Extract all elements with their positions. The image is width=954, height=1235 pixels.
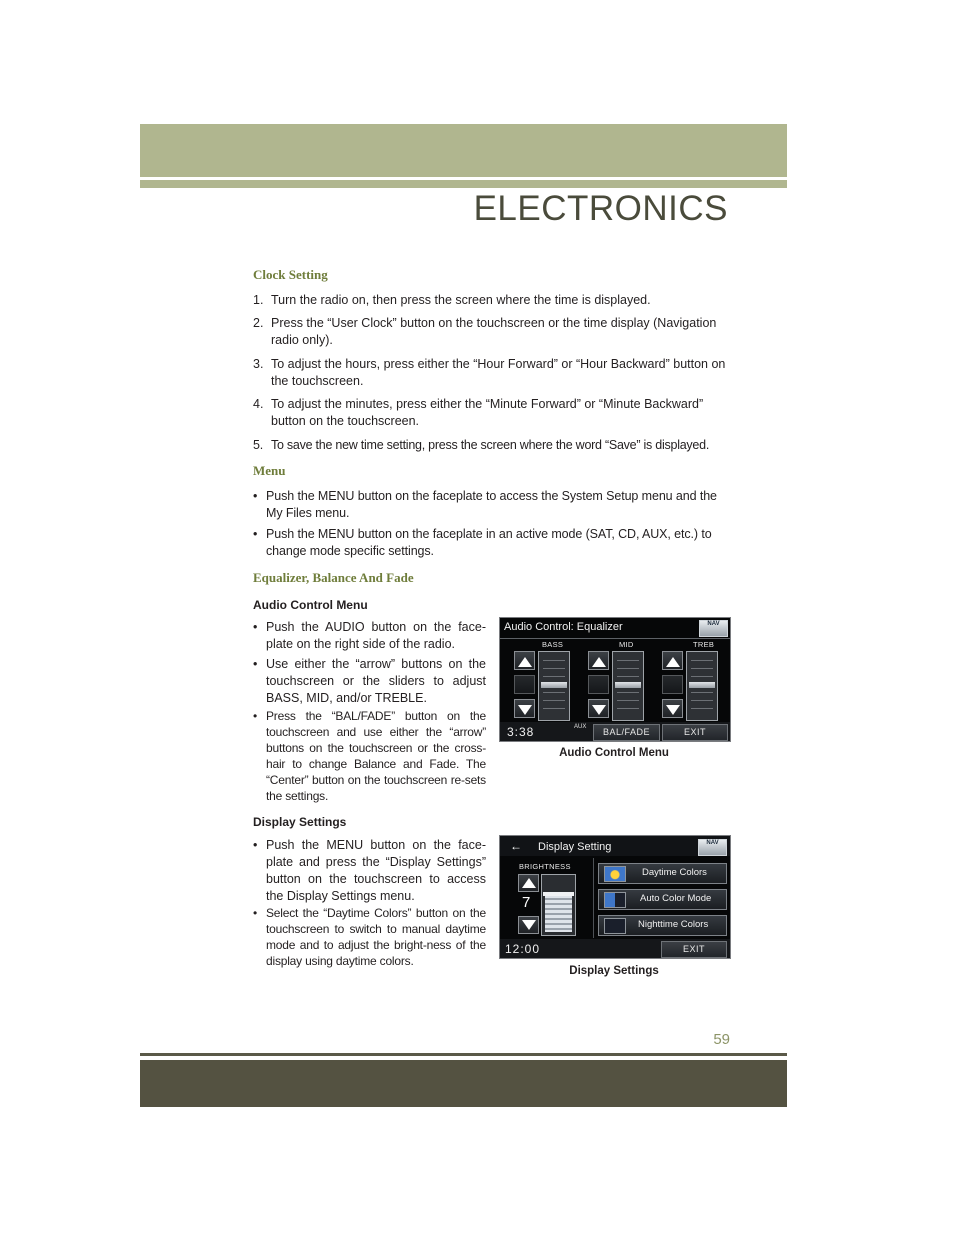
nighttime-colors-button[interactable] (598, 915, 727, 936)
bass-up-button[interactable] (514, 651, 535, 670)
audio-nav-button[interactable] (699, 620, 728, 637)
page-number: 59 (713, 1031, 730, 1048)
audio-source-label: AUX (574, 724, 587, 730)
brightness-slider[interactable] (541, 874, 576, 936)
mid-label: MID (619, 640, 634, 649)
mid-down-button[interactable] (588, 699, 609, 718)
clock-setting-heading: Clock Setting (253, 267, 328, 282)
header-band (140, 124, 787, 177)
equalizer-heading: Equalizer, Balance And Fade (253, 570, 414, 585)
brightness-up-button[interactable] (518, 874, 539, 892)
nav-label: NAV (706, 840, 719, 846)
audio-control-caption: Audio Control Menu (559, 747, 669, 759)
display-settings-subheading: Display Settings (253, 815, 347, 829)
header-rule (140, 180, 787, 188)
bass-slider-knob[interactable] (541, 682, 567, 688)
daytime-colors-button[interactable] (598, 863, 727, 884)
back-arrow-icon[interactable]: ← (510, 839, 522, 853)
up-arrow-icon (518, 657, 532, 667)
up-arrow-icon (592, 657, 606, 667)
audio-exit-button[interactable]: EXIT (662, 724, 728, 741)
auto-color-mode-button[interactable] (598, 889, 727, 910)
bass-label: BASS (542, 640, 564, 649)
auto-color-mode-label: Auto Color Mode (640, 893, 712, 904)
display-settings-caption: Display Settings (569, 965, 659, 977)
brightness-label: BRIGHTNESS (519, 862, 571, 871)
treb-label: TREB (693, 640, 715, 649)
down-arrow-icon (592, 705, 606, 715)
nav-label: NAV (707, 621, 720, 627)
panel-divider (593, 858, 594, 938)
auto-mode-icon (604, 892, 626, 908)
bass-slider[interactable] (538, 651, 570, 721)
display-exit-button[interactable]: EXIT (661, 941, 727, 958)
display-setting-screen (499, 835, 731, 959)
brightness-value: 7 (522, 894, 531, 911)
up-arrow-icon (522, 878, 536, 888)
brightness-slider-fill (545, 895, 572, 932)
menu-heading: Menu (253, 463, 286, 478)
audio-control-subheading: Audio Control Menu (253, 598, 368, 612)
treb-down-button[interactable] (662, 699, 683, 718)
down-arrow-icon (522, 920, 536, 930)
down-arrow-icon (666, 705, 680, 715)
sun-icon (604, 866, 626, 882)
brightness-down-button[interactable] (518, 916, 539, 934)
footer-band (140, 1060, 787, 1107)
up-arrow-icon (666, 657, 680, 667)
chapter-title: ELECTRONICS (473, 189, 728, 228)
bass-down-button[interactable] (514, 699, 535, 718)
audio-screen-title: Audio Control: Equalizer (504, 621, 623, 633)
balfade-button[interactable]: BAL/FADE (593, 724, 660, 741)
title-divider (500, 638, 730, 639)
mid-slider[interactable] (612, 651, 644, 721)
daytime-colors-label: Daytime Colors (642, 867, 707, 878)
footer-rule (140, 1053, 787, 1056)
treb-center-button[interactable] (662, 675, 683, 694)
treb-slider[interactable] (686, 651, 718, 721)
display-nav-button[interactable] (698, 839, 727, 856)
bass-center-button[interactable] (514, 675, 535, 694)
nighttime-colors-label: Nighttime Colors (638, 919, 709, 930)
down-arrow-icon (518, 705, 532, 715)
mid-slider-knob[interactable] (615, 682, 641, 688)
treb-up-button[interactable] (662, 651, 683, 670)
display-title-bar (500, 836, 730, 856)
audio-control-screen (499, 617, 731, 742)
treb-slider-knob[interactable] (689, 682, 715, 688)
mid-up-button[interactable] (588, 651, 609, 670)
audio-clock[interactable]: 3:38 (507, 725, 535, 739)
moon-icon (604, 918, 626, 934)
display-clock[interactable]: 12:00 (505, 942, 541, 956)
brightness-slider-knob[interactable] (543, 892, 574, 896)
display-screen-title: Display Setting (538, 841, 612, 853)
mid-center-button[interactable] (588, 675, 609, 694)
